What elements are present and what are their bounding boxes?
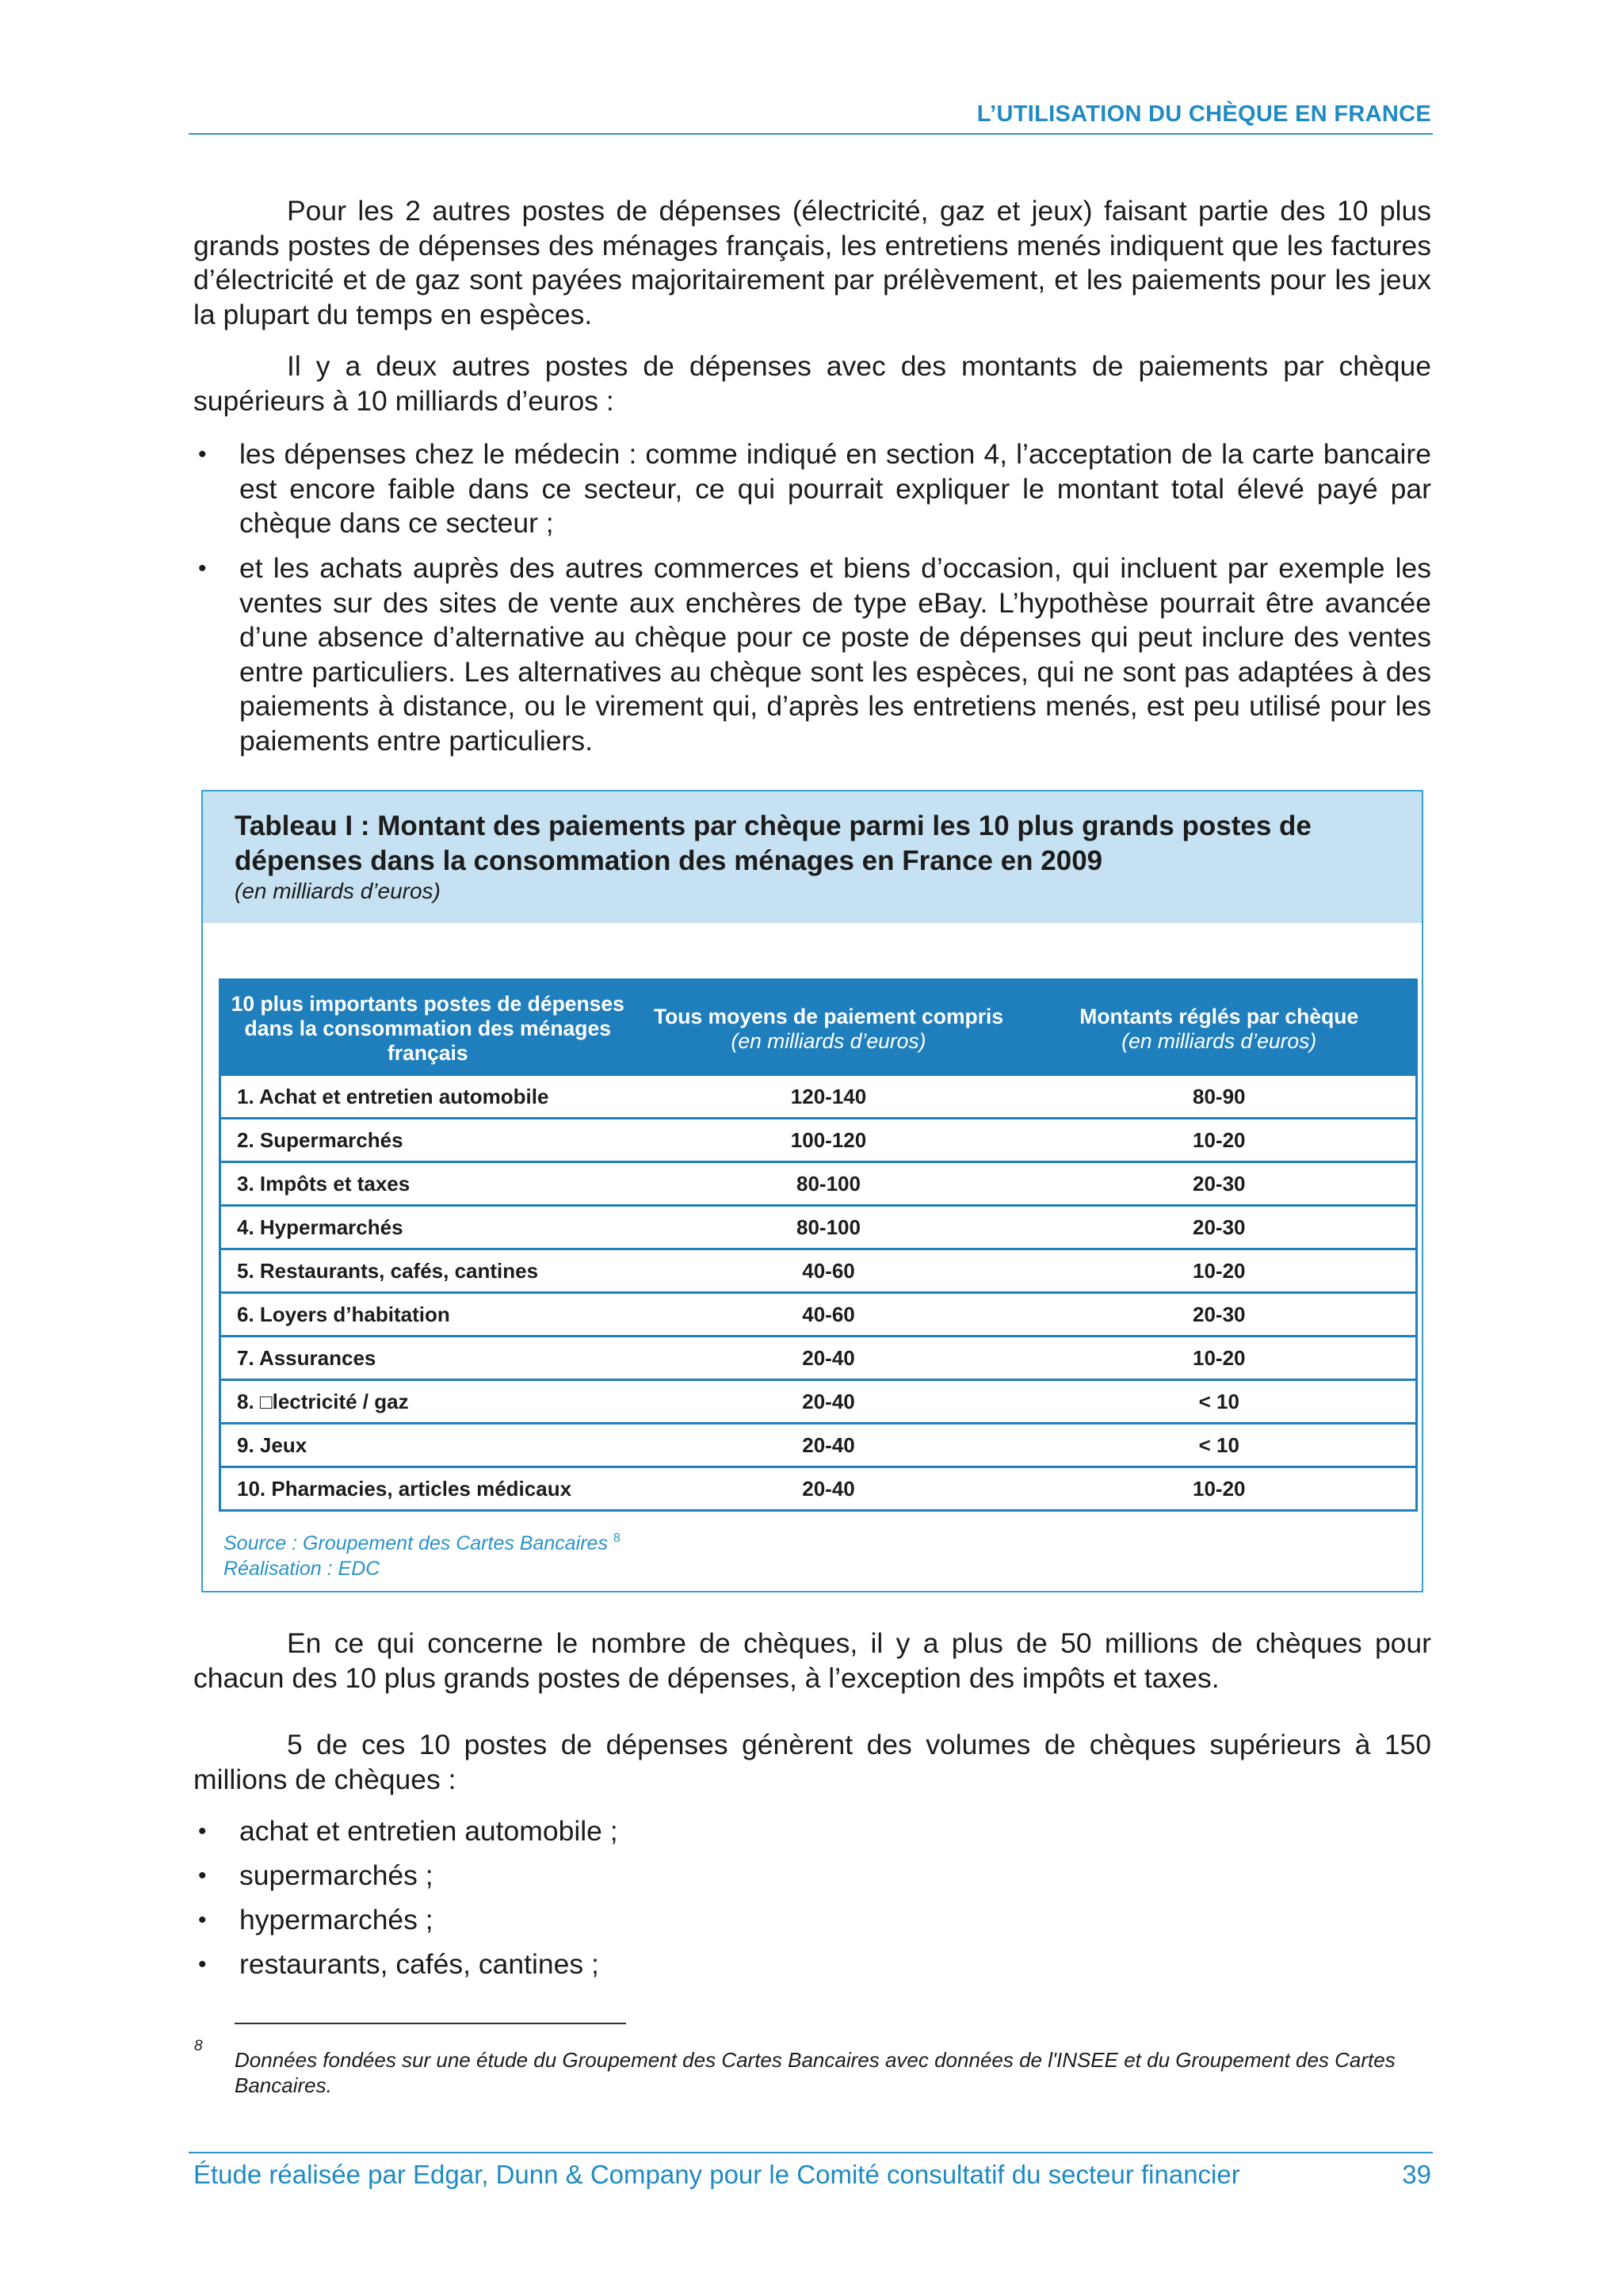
table-row: [220, 1075, 1417, 1119]
row-total: 40-60: [635, 1293, 1023, 1337]
bullet-text: hypermarchés ;: [239, 1904, 433, 1936]
bullet-item: [193, 1947, 1431, 1982]
footnote-rule: [235, 2023, 626, 2024]
column-header-label: 10 plus importants postes de dépenses dans la consommation des ménages français: [231, 992, 624, 1065]
table-row: [220, 1467, 1417, 1511]
source-footnote-ref: 8: [613, 1531, 621, 1545]
bullet-dot: •: [198, 1951, 207, 1978]
table-row: [220, 1206, 1417, 1249]
row-cheque: 10-20: [1023, 1467, 1417, 1511]
table-row: [220, 1162, 1417, 1206]
paragraph-3: En ce qui concerne le nombre de chèques, il y a plus de 50 millions de chèques pour chacun des 10 plus grands postes de dépenses, à l’exception des impôts et taxes.: [193, 1627, 1431, 1694]
column-header-unit: (en milliards d’euros): [731, 1028, 926, 1053]
bullet-dot: •: [198, 1818, 207, 1844]
table-box-header: [203, 791, 1422, 923]
row-total: 80-100: [635, 1162, 1023, 1206]
footnote-text: Données fondées sur une étude du Groupement des Cartes Bancaires avec données de l'INSEE et du Groupement des Cartes Bancaires.: [235, 2048, 1396, 2097]
bullet-dot: •: [198, 441, 207, 467]
table-box: [201, 790, 1423, 1592]
row-label: 2. Supermarchés: [220, 1119, 635, 1162]
paragraph-2: Il y a deux autres postes de dépenses avec des montants de paiements par chèque supérieurs à 10 milliards d’euros :: [193, 350, 1431, 417]
page-footer: [189, 2152, 1433, 2189]
bullet-dot: •: [198, 1863, 207, 1889]
table-source: [223, 1526, 621, 1581]
row-cheque: 10-20: [1023, 1119, 1417, 1162]
table-row: [220, 1380, 1417, 1424]
row-total: 120-140: [635, 1075, 1023, 1119]
column-header-label: Tous moyens de paiement compris: [653, 1004, 1004, 1028]
column-header: [635, 980, 1023, 1075]
bullet-item: [193, 1814, 1431, 1849]
bullet-item: [193, 1903, 1431, 1938]
row-cheque: 20-30: [1023, 1162, 1417, 1206]
column-header: [220, 980, 635, 1075]
paragraph-4: 5 de ces 10 postes de dépenses génèrent des volumes de chèques supérieurs à 150 millions de chèques :: [193, 1729, 1431, 1795]
bullet-item: [193, 1859, 1431, 1894]
row-label: 6. Loyers d’habitation: [220, 1293, 635, 1337]
row-cheque: 80-90: [1023, 1075, 1417, 1119]
running-title: L’UTILISATION DU CHÈQUE EN FRANCE: [976, 101, 1431, 127]
footnote-mark: 8: [194, 2038, 203, 2054]
row-cheque: < 10: [1023, 1380, 1417, 1424]
bullet-dot: •: [198, 555, 207, 582]
row-label: 8. □lectricité / gaz: [220, 1380, 635, 1424]
bullet-text: restaurants, cafés, cantines ;: [239, 1948, 599, 1980]
page-header: [189, 98, 1433, 135]
row-cheque: 20-30: [1023, 1293, 1417, 1337]
bullet-text: les dépenses chez le médecin : comme indiqué en section 4, l’acceptation de la carte bancaire est encore faible dans ce secteur, ce qui pourrait expliquer le montant total élevé payé par chèque dans ce secteur ;: [239, 438, 1431, 540]
row-total: 20-40: [635, 1337, 1023, 1380]
row-total: 20-40: [635, 1380, 1023, 1424]
bullet-item: [193, 551, 1431, 759]
row-cheque: 10-20: [1023, 1337, 1417, 1380]
row-label: 5. Restaurants, cafés, cantines: [220, 1249, 635, 1293]
table-row: [220, 1249, 1417, 1293]
table-subtitle: (en milliards d’euros): [235, 879, 441, 903]
bullet-text: et les achats auprès des autres commerces et biens d’occasion, qui incluent par exemple les ventes sur des sites de vente aux enchères de type eBay. L’hypothèse pourrait être avancée d’une absence d’alternative au chèque pour ce poste de dépenses qui peut inclure des ventes entre particuliers. Les alternatives au chèque sont les espèces, qui ne sont pas adaptées à des paiements à distance, ou le virement qui, d’après les entretiens menés, est peu utilisé pour les paiements entre particuliers.: [239, 552, 1431, 757]
bullet-text: supermarchés ;: [239, 1859, 433, 1891]
table-header-row: [220, 980, 1417, 1075]
paragraph-1: Pour les 2 autres postes de dépenses (électricité, gaz et jeux) faisant partie des 10 plus grands postes de dépenses des ménages français, les entretiens menés indiquent que les factures d’électricité et de gaz sont payées majoritairement par prélèvement, et les paiements pour les jeux la plupart du temps en espèces.: [193, 195, 1431, 330]
bullet-dot: •: [198, 1907, 207, 1933]
row-label: 4. Hypermarchés: [220, 1206, 635, 1249]
row-label: 1. Achat et entretien automobile: [220, 1075, 635, 1119]
table-row: [220, 1424, 1417, 1467]
row-total: 100-120: [635, 1119, 1023, 1162]
row-label: 7. Assurances: [220, 1337, 635, 1380]
column-header-label: Montants réglés par chèque: [1079, 1004, 1359, 1028]
bullet-text: achat et entretien automobile ;: [239, 1815, 618, 1847]
bullet-item: [193, 437, 1431, 541]
row-cheque: 10-20: [1023, 1249, 1417, 1293]
page-number: 39: [1402, 2160, 1431, 2189]
row-total: 20-40: [635, 1467, 1023, 1511]
row-total: 40-60: [635, 1249, 1023, 1293]
row-cheque: 20-30: [1023, 1206, 1417, 1249]
row-label: 3. Impôts et taxes: [220, 1162, 635, 1206]
column-header: [1023, 980, 1417, 1075]
data-table: [219, 978, 1418, 1512]
table-row: [220, 1293, 1417, 1337]
realisation-text: Réalisation : EDC: [223, 1558, 380, 1580]
row-label: 9. Jeux: [220, 1424, 635, 1467]
row-total: 20-40: [635, 1424, 1023, 1467]
footer-text: Étude réalisée par Edgar, Dunn & Company pour le Comité consultatif du secteur financier: [193, 2160, 1240, 2189]
table-title: Tableau I : Montant des paiements par chèque parmi les 10 plus grands postes de dépenses dans la consommation des ménages en France en 2009: [235, 810, 1312, 876]
table-row: [220, 1119, 1417, 1162]
row-cheque: < 10: [1023, 1424, 1417, 1467]
source-text: Source : Groupement des Cartes Bancaires: [223, 1532, 608, 1554]
table-row: [220, 1337, 1417, 1380]
column-header-unit: (en milliards d’euros): [1121, 1028, 1317, 1053]
row-total: 80-100: [635, 1206, 1023, 1249]
row-label: 10. Pharmacies, articles médicaux: [220, 1467, 635, 1511]
